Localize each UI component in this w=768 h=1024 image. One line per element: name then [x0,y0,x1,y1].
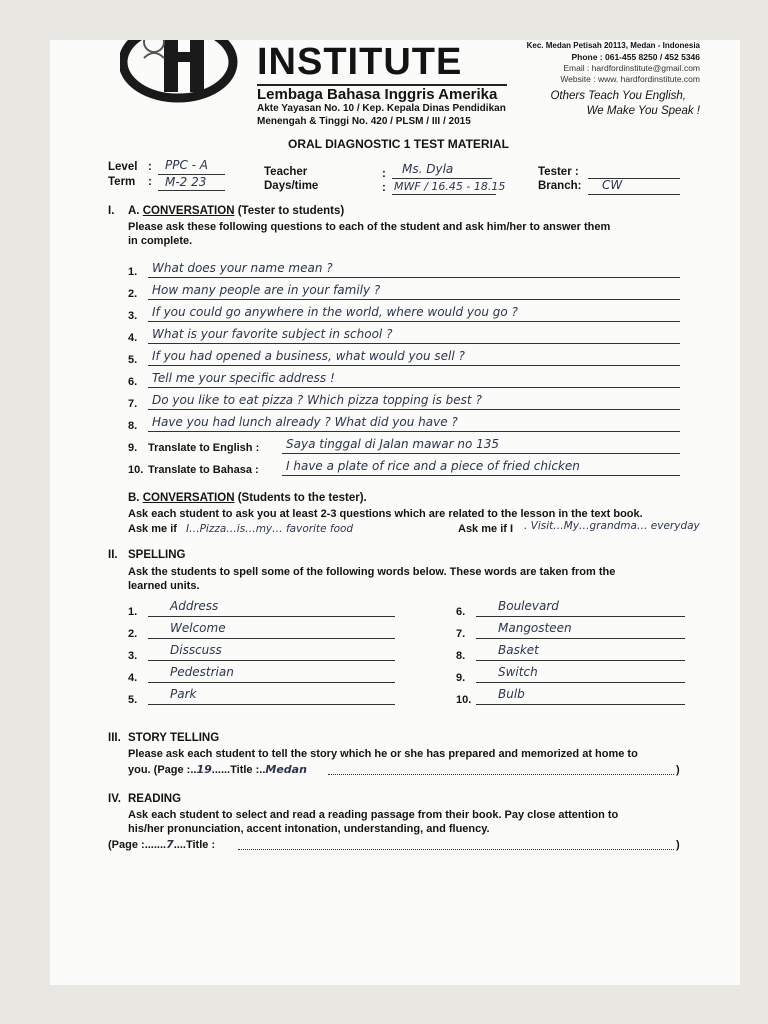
reading-page-value[interactable]: 7 [166,838,174,851]
tester-label: Tester : [538,166,579,178]
story-page-value[interactable]: 19 [196,763,212,776]
section-2-instruction-1: Ask the students to spell some of the following words below. These words are taken from the [128,566,616,578]
spelling-line [476,638,685,639]
ask-left-value[interactable]: I…Pizza…is…my… favorite food [186,523,354,535]
answer-line [148,321,680,322]
section-1b-letter: B. [128,492,143,504]
teacher-value[interactable]: Ms. Dyla [402,162,454,176]
question-answer[interactable]: If you had opened a business, what would you sell ? [152,349,465,363]
section-3-heading: STORY TELLING [128,732,220,744]
email-line: Email : hardfordinstitute@gmail.com [563,63,700,73]
spelling-line [476,616,685,617]
question-number: 7. [128,398,138,410]
story-title-prefix: Title : [230,764,260,776]
question-number: 3. [128,310,138,322]
section-3-instruction-1: Please ask each student to tell the story which he or she has prepared and memorized at home to [128,748,638,760]
story-title-dots: .. [259,764,266,776]
spelling-number: 9. [456,672,466,684]
spelling-word[interactable]: Park [170,687,197,701]
question-label: Translate to English : [148,442,260,454]
question-label: Translate to Bahasa : [148,464,259,476]
spelling-word[interactable]: Pedestrian [170,665,234,679]
spelling-line [148,704,395,705]
question-answer[interactable]: Tell me your specific address ! [152,371,335,385]
legal-line-2: Menengah & Tinggi No. 420 / PLSM / III / 2015 [257,116,471,127]
slogan-line-2: We Make You Speak ! [586,105,700,117]
section-2-heading: SPELLING [128,549,186,561]
days-label: Days/time [264,180,319,192]
days-colon: : [382,182,386,194]
phone-line: Phone : 061-455 8250 / 452 5346 [571,52,700,62]
form-sheet [50,40,740,985]
reading-page-prefix: (Page : [108,839,145,851]
reading-title-dotted-line [238,849,674,850]
teacher-line [392,178,492,179]
slogan-line-1: Others Teach You English, [550,90,686,102]
section-4-instruction-1: Ask each student to select and read a reading passage from their book. Pay close attention to [128,809,619,821]
term-line [158,190,225,191]
question-number: 1. [128,266,138,278]
spelling-line [148,660,395,661]
story-title-value[interactable]: Medan [265,763,307,776]
spelling-word[interactable]: Boulevard [498,599,559,613]
story-title-dotted-line [328,774,674,775]
story-close: ) [676,764,680,776]
section-2-instruction-2: learned units. [128,580,200,592]
section-1-instruction-1: Please ask these following questions to each of the student and ask him/her to answer them [128,221,611,233]
section-1a-heading [128,205,344,217]
question-answer[interactable]: Have you had lunch already ? What did you have ? [152,415,458,429]
spelling-word[interactable]: Address [170,599,219,613]
term-value[interactable]: M-2 23 [165,175,207,189]
spelling-number: 7. [456,628,466,640]
spelling-line [476,704,685,705]
spelling-word[interactable]: Switch [498,665,538,679]
branch-value[interactable]: CW [602,178,623,192]
legal-line-1: Akte Yayasan No. 10 / Kep. Kepala Dinas Pendidikan [257,103,506,114]
section-1b-underlined: CONVERSATION [142,492,235,504]
website-line: Website : www. hardfordinstitute.com [560,74,700,84]
ask-left-label: Ask me if [128,523,177,535]
answer-line [148,409,680,410]
answer-line [148,365,680,366]
question-number: 8. [128,420,138,432]
spelling-line [148,638,395,639]
answer-line [148,343,680,344]
story-page-dots: .. [190,764,197,776]
spelling-number: 4. [128,672,138,684]
level-label: Level [108,161,138,173]
spelling-line [476,660,685,661]
spelling-number: 3. [128,650,138,662]
days-line [392,194,496,195]
question-answer[interactable]: What is your favorite subject in school ? [152,327,393,341]
question-number: 5. [128,354,138,366]
story-page-prefix: you. (Page : [128,764,191,776]
question-number: 10. [128,464,144,476]
question-answer[interactable]: If you could go anywhere in the world, where would you go ? [152,305,518,319]
section-1b-instruction: Ask each student to ask you at least 2-3 questions which are related to the lesson in the text book. [128,508,643,520]
reading-page-dots-2: .... [173,839,186,851]
institute-logo [120,40,240,112]
spelling-word[interactable]: Bulb [498,687,525,701]
address-line: Kec. Medan Petisah 20113, Medan - Indonesia [526,41,700,50]
spelling-number: 2. [128,628,138,640]
spelling-word[interactable]: Disscuss [170,643,222,657]
ask-right-label: Ask me if I [458,523,514,535]
question-answer[interactable]: Saya tinggal di Jalan mawar no 135 [286,437,500,451]
term-label: Term [108,176,136,188]
spelling-line [476,682,685,683]
section-3-roman: III. [108,732,121,744]
institute-name: INSTITUTE [257,41,463,83]
section-1a-letter: A. [128,205,143,217]
spelling-number: 8. [456,650,466,662]
reading-page-dots: ....... [144,839,167,851]
answer-line [282,453,680,454]
section-1-roman: I. [108,205,115,217]
reading-page-line [108,838,215,852]
term-colon: : [148,176,152,188]
reading-title-prefix: Title : [185,839,216,851]
question-answer[interactable]: How many people are in your family ? [152,283,381,297]
section-4-instruction-2: his/her pronunciation, accent intonation, understanding, and fluency. [128,823,490,835]
level-colon: : [148,161,152,173]
spelling-number: 5. [128,694,138,706]
section-1b-heading [128,492,367,504]
section-2-roman: II. [108,549,118,561]
section-4-heading: READING [128,793,182,805]
answer-line [148,431,680,432]
days-value[interactable]: MWF / 16.45 - 18.15 [394,180,506,193]
answer-line [282,475,680,476]
spelling-number: 1. [128,606,138,618]
story-page-line [128,763,307,777]
section-1a-rest: (Tester to students) [234,205,345,217]
question-number: 6. [128,376,138,388]
form-title: ORAL DIAGNOSTIC 1 TEST MATERIAL [288,137,509,151]
answer-line [148,277,680,278]
question-number: 9. [128,442,138,454]
section-1b-rest: (Students to the tester). [234,492,367,504]
section-1a-underlined: CONVERSATION [142,205,235,217]
teacher-label: Teacher [264,166,308,178]
spelling-word[interactable]: Mangosteen [498,621,572,635]
section-4-roman: IV. [108,793,122,805]
spelling-line [148,616,395,617]
spelling-number: 10. [456,694,472,706]
spelling-number: 6. [456,606,466,618]
teacher-colon: : [382,168,386,180]
answer-line [148,299,680,300]
institute-subtitle: Lembaga Bahasa Inggris Amerika [257,86,498,103]
ask-right-value[interactable]: . Visit…My…grandma… everyday [524,520,700,532]
branch-line [588,194,680,195]
question-answer[interactable]: What does your name mean ? [152,261,333,275]
question-number: 2. [128,288,138,300]
answer-line [148,387,680,388]
section-1-instruction-2: in complete. [128,235,193,247]
question-number: 4. [128,332,138,344]
spelling-line [148,682,395,683]
spelling-word[interactable]: Basket [498,643,539,657]
reading-close: ) [676,839,680,851]
story-page-dots-2: ...... [211,764,231,776]
branch-label: Branch: [538,180,582,192]
level-value[interactable]: PPC - A [165,158,209,172]
question-answer[interactable]: Do you like to eat pizza ? Which pizza topping is best ? [152,393,482,407]
question-answer[interactable]: I have a plate of rice and a piece of fried chicken [286,459,580,473]
spelling-word[interactable]: Welcome [170,621,226,635]
